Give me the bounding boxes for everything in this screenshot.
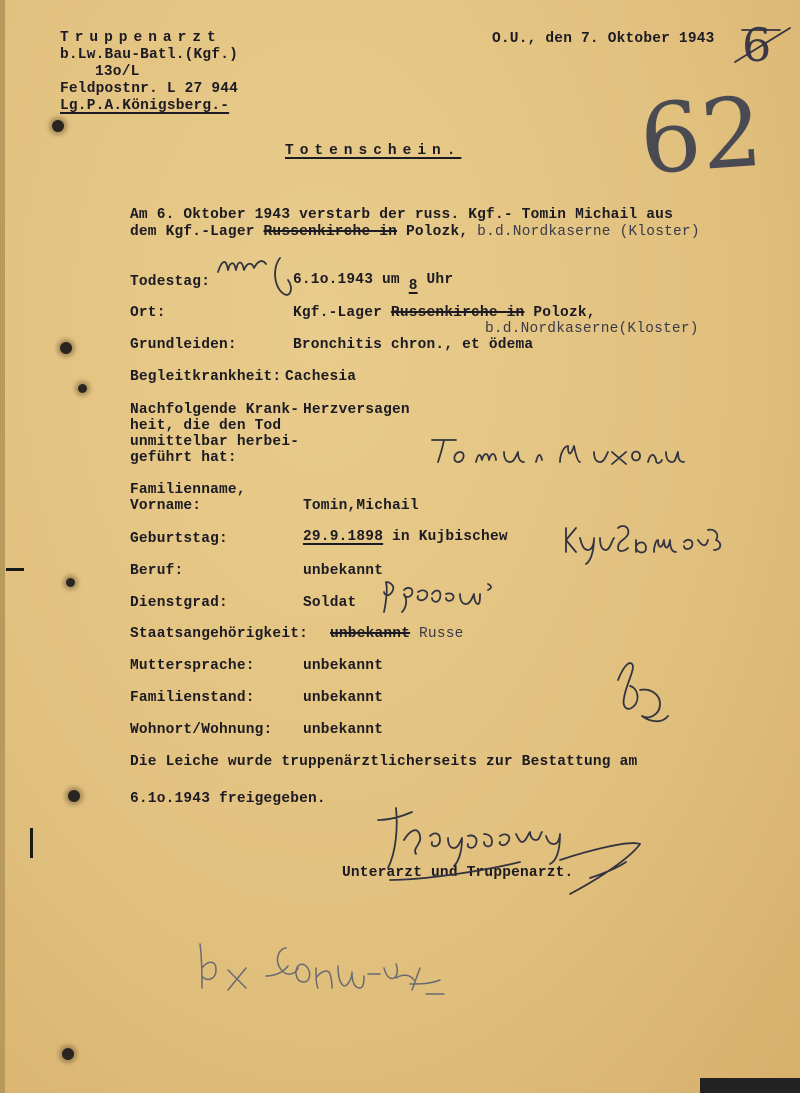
grundleiden-label: Grundleiden: [130, 337, 237, 353]
dienstgrad-value: Soldat [303, 595, 357, 611]
beruf-label: Beruf: [130, 563, 184, 579]
geburtstag-label: Geburtstag: [130, 531, 228, 547]
corner-scribble [735, 28, 790, 62]
staatsangehoerigkeit-label: Staatsangehörigkeit: [130, 626, 309, 642]
familienstand-label: Familienstand: [130, 690, 255, 706]
nachfolgende-label-1: Nachfolgende Krank- [130, 402, 300, 418]
signature-title: Unterarzt und Truppenarzt. [342, 865, 574, 881]
place-date: O.U., den 7. Oktober 1943 [492, 31, 715, 47]
nachfolgende-label-4: geführt hat: [130, 450, 237, 466]
staatsangehoerigkeit-value: unbekannt Russe [330, 626, 464, 642]
muttersprache-label: Muttersprache: [130, 658, 255, 674]
intro-line-2: dem Kgf.-Lager Russenkirche-in Polozk, b.d.Nordkaserne (Kloster) [130, 224, 700, 240]
familienname-value: Tomin,Michail [303, 498, 419, 514]
begleitkrankheit-value: Cachesia [285, 369, 357, 385]
todestag-label: Todestag: [130, 274, 211, 290]
grundleiden-value: Bronchitis chron., et ödema [293, 337, 534, 353]
begleitkrankheit-label: Begleitkrankheit: [130, 369, 282, 385]
familienname-label-1: Familienname, [130, 482, 246, 498]
dienstgrad-label: Dienstgrad: [130, 595, 228, 611]
nachfolgende-label-3: unmittelbar herbei- [130, 434, 300, 450]
familienname-label-2: Vorname: [130, 498, 202, 514]
sender-camp: Lg.P.A.Königsberg.- [60, 98, 230, 114]
closing-line-1: Die Leiche wurde truppenärztlicherseits zur Bestattung am [130, 754, 638, 770]
todestag-handwritten-note [218, 258, 291, 295]
sender-subunit: 13o/L [95, 64, 140, 80]
handwritten-corner-mark: 6 [742, 18, 772, 72]
handwritten-page-number: 62 [636, 75, 766, 197]
ort-value-line2: b.d.Nordkaserne(Kloster) [485, 321, 699, 337]
document-title: Totenschein. [285, 143, 462, 159]
todestag-value: 6.1o.1943 um 8 Uhr [293, 272, 454, 294]
muttersprache-value: unbekannt [303, 658, 384, 674]
handwritten-pencil-note [200, 944, 444, 994]
handwritten-name-cyrillic [432, 440, 684, 464]
wohnort-value: unbekannt [303, 722, 384, 738]
familienstand-value: unbekannt [303, 690, 384, 706]
handwritten-paraph [618, 663, 668, 721]
ort-value: Kgf.-Lager Russenkirche-in Polozk, [293, 305, 596, 321]
intro-line-1: Am 6. Oktober 1943 verstarb der russ. Kgf.- Tomin Michail aus [130, 207, 673, 223]
nachfolgende-value: Herzversagen [303, 402, 410, 418]
wohnort-label: Wohnort/Wohnung: [130, 722, 273, 738]
handwritten-rank-cyrillic [384, 582, 491, 612]
closing-line-2: 6.1o.1943 freigegeben. [130, 791, 326, 807]
beruf-value: unbekannt [303, 563, 384, 579]
sender-unit-title: Truppenarzt [60, 30, 222, 46]
sender-battalion: b.Lw.Bau-Batl.(Kgf.) [60, 47, 239, 63]
ort-label: Ort: [130, 305, 166, 321]
handwritten-place-cyrillic [566, 526, 720, 564]
geburtstag-value: 29.9.1898 in Kujbischew [303, 529, 508, 545]
signature [378, 808, 640, 894]
sender-fieldpost: Feldpostnr. L 27 944 [60, 81, 239, 97]
nachfolgende-label-2: heit, die den Tod [130, 418, 282, 434]
